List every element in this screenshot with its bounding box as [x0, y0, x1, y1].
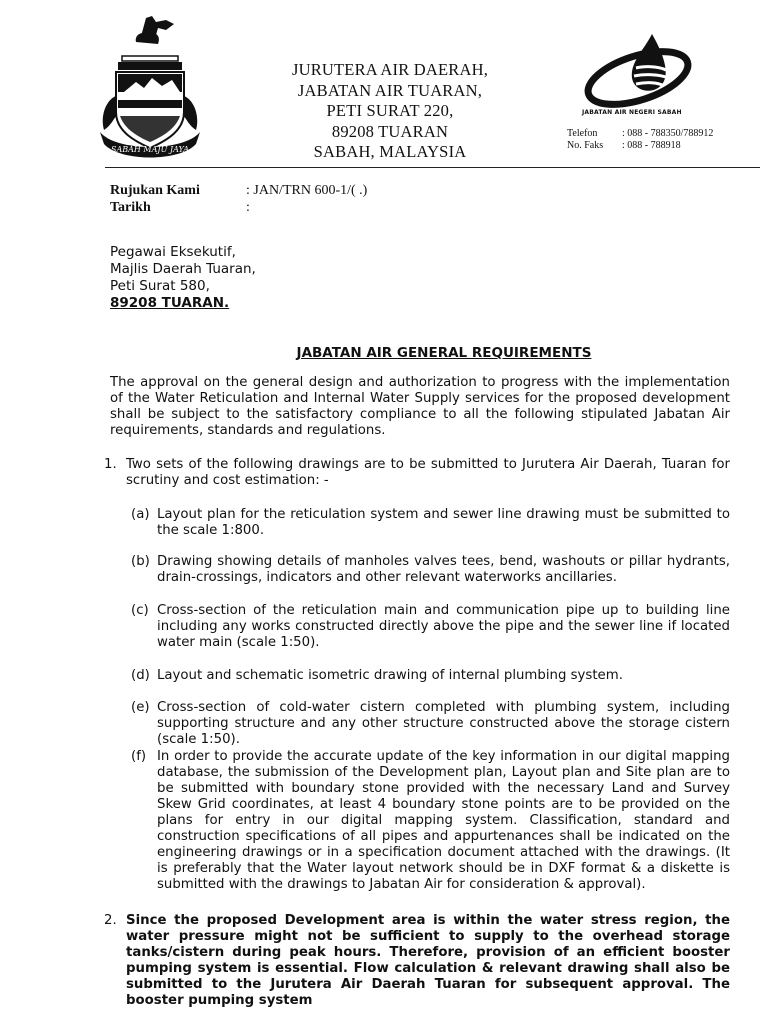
address-line: JABATAN AIR TUARAN, [297, 80, 483, 100]
requirement-item-2 [104, 913, 730, 1009]
date-row [110, 199, 367, 216]
letterhead-divider [105, 167, 760, 168]
subitem-e [131, 700, 730, 748]
fax-line [567, 140, 713, 152]
intro-paragraph: The approval on the general design and authorization to progress with the implementation of the Water Reticulation and Internal Water Supply services for the proposed development shall be subject to the satisfactory compliance to all the following stipulated Jabatan Air requirements, standards and regulations. [110, 375, 730, 438]
item-text: Two sets of the following drawings are to be submitted to Jurutera Air Daerah, Tuaran for scrutiny and cost estimation: - [126, 457, 730, 488]
subitem-text: Cross-section of the reticulation main and communication pipe up to building line including any works constructed directly above the pipe and the sewer line if located water main (scale 1:50). [157, 603, 730, 650]
address-line: SABAH, MALAYSIA [313, 142, 467, 161]
address-line: 89208 TUARAN [331, 121, 449, 141]
telephone-line [567, 128, 713, 140]
department-address [270, 60, 510, 163]
subitem-a [131, 507, 730, 539]
subitem-label: (c) [131, 603, 149, 618]
item-text: Since the proposed Development area is within the water stress region, the water pressure might not be sufficient to supply to the overhead storage tanks/cistern during peak hours. Therefore, provision of an efficient booster pumping system is essential. Flow calculation & relevant drawing shall also be submitted to the Jurutera Air Daerah Tuaran for subsequent approval. The booster pumping system [126, 913, 730, 1008]
document-title: JABATAN AIR GENERAL REQUIREMENTS [296, 345, 592, 361]
item-number: 2. [104, 913, 117, 928]
item-number: 1. [104, 457, 117, 472]
subitem-text: Layout plan for the reticulation system and sewer line drawing must be submitted to the scale 1:800. [157, 507, 730, 538]
crest-motto: SABAH MAJU JAYA [111, 145, 189, 154]
subitem-f [131, 749, 730, 893]
subitem-label: (e) [131, 700, 150, 715]
address-line: JURUTERA AIR DAERAH, [291, 60, 489, 79]
recipient-line: Pegawai Eksekutif, [110, 244, 236, 260]
sabah-crest-icon [96, 12, 204, 162]
reference-row [110, 182, 367, 199]
subitem-d [131, 668, 730, 684]
tarikh-value: : [246, 200, 250, 215]
telephone-label: Telefon [567, 128, 598, 139]
subitem-label: (b) [131, 554, 150, 569]
reference-block [110, 182, 367, 216]
subitem-c [131, 603, 730, 651]
subitem-label: (d) [131, 668, 150, 683]
subitem-text: Layout and schematic isometric drawing of internal plumbing system. [157, 668, 623, 683]
recipient-line: Peti Surat 580, [110, 278, 210, 294]
subitem-b [131, 554, 730, 586]
rujukan-value: : JAN/TRN 600-1/( .) [246, 183, 368, 198]
water-drop-logo-icon [578, 32, 698, 112]
fax-label: No. Faks [567, 140, 604, 151]
contact-details [567, 128, 713, 152]
address-line: PETI SURAT 220, [326, 101, 454, 120]
subitem-text: Drawing showing details of manholes valves tees, bend, washouts or pillar hydrants, drain-crossings, indicators and other relevant waterworks ancillaries. [157, 554, 730, 585]
telephone-value: : 088 - 788350/788912 [622, 128, 714, 139]
recipient-postcode: 89208 TUARAN. [110, 295, 230, 311]
subitem-text: Cross-section of cold-water cistern completed with plumbing system, including supporting structure and any other structure constructed above the storage cistern (scale 1:50). [157, 700, 730, 747]
requirement-item-1 [104, 457, 730, 489]
fax-value: : 088 - 788918 [622, 140, 681, 151]
subitem-text: In order to provide the accurate update of the key information in our digital mapping database, the submission of the Development plan, Layout plan and Site plan are to be submitted with boundary stone provided with the necessary Land and Survey Skew Grid coordinates, at least 4 boundary stone points are to be provided on the plans for entry in our digital mapping system. Classification, standard and construction specifications of all pipes and appurtenances shall be indicated on the engineering drawings or in a specification document attached with the drawings. (It is preferably that the Water layout network should be in DXF format & a diskette is submitted with the drawings to Jabatan Air for consideration & approval). [157, 749, 730, 892]
recipient-line: Majlis Daerah Tuaran, [110, 261, 256, 277]
rujukan-label: Rujukan Kami [110, 183, 200, 198]
letterhead [0, 0, 768, 175]
logo-caption: JABATAN AIR NEGERI SABAH [582, 109, 682, 116]
subitem-label: (f) [131, 749, 147, 764]
tarikh-label: Tarikh [110, 200, 151, 215]
recipient-address [110, 244, 256, 312]
subitem-label: (a) [131, 507, 150, 522]
